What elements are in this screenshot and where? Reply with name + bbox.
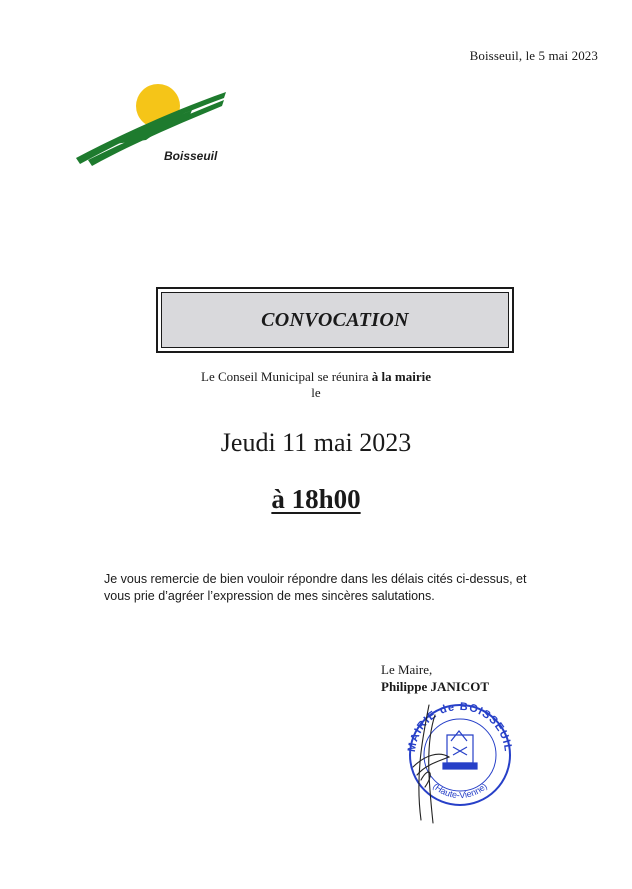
intro-location: à la mairie xyxy=(371,369,431,384)
signature-name: Philippe JANICOT xyxy=(381,679,489,694)
closing-paragraph: Je vous remercie de bien vouloir répondre dans les délais cités ci-dessus, et vous prie d’agréer l’expression de mes sincères salutations. xyxy=(104,572,527,603)
intro-line-1 xyxy=(0,369,632,385)
signature-title: Le Maire, xyxy=(381,662,433,677)
convocation-title: CONVOCATION xyxy=(261,308,409,331)
convocation-frame xyxy=(156,287,514,353)
letter-date: Boisseuil, le 5 mai 2023 xyxy=(469,48,598,63)
svg-text:(Haute-Vienne) xyxy=(431,781,489,800)
meeting-time: à 18h00 xyxy=(271,484,361,514)
intro-prefix: Le Conseil Municipal se réunira xyxy=(201,369,372,384)
stamp-top-text: MAIRIE de BOISSEUIL xyxy=(405,700,514,753)
intro-line-2: le xyxy=(311,385,321,400)
mayor-stamp xyxy=(395,695,525,830)
stamp-emblem xyxy=(443,731,477,769)
meeting-date: Jeudi 11 mai 2023 xyxy=(220,428,412,457)
stamp-bottom-text: (Haute-Vienne) xyxy=(430,781,490,801)
convocation-panel xyxy=(161,292,509,348)
logo-wordmark: Boisseuil xyxy=(164,149,218,163)
intro-text xyxy=(0,369,632,401)
